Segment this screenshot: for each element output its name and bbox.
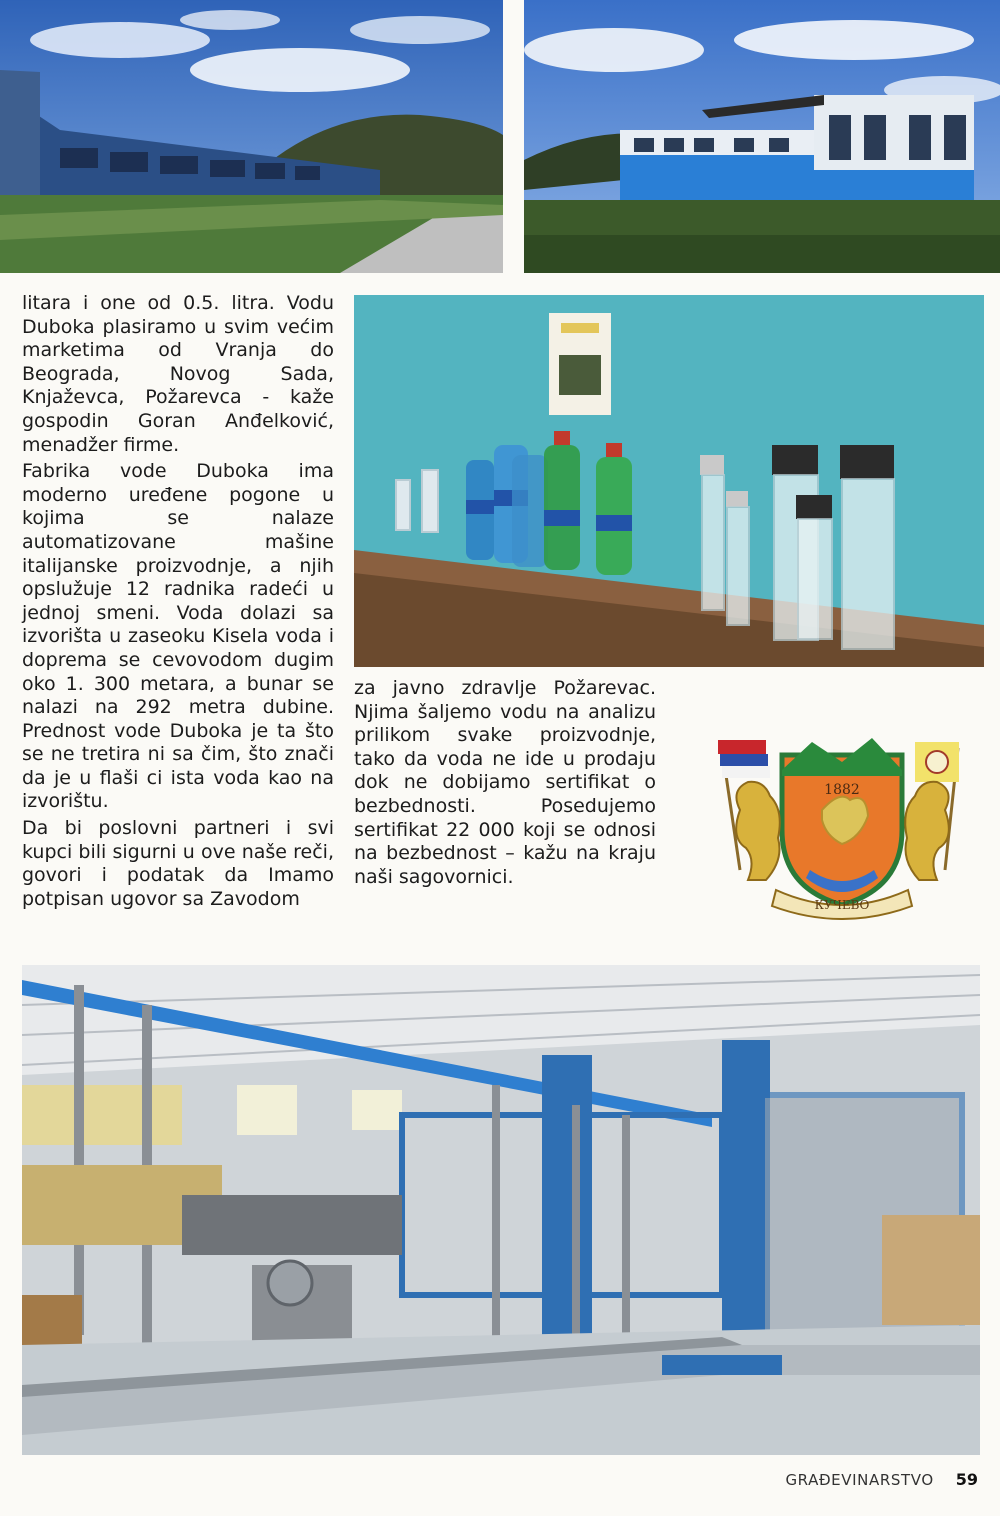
article-column-2 <box>354 677 656 892</box>
water-bottles-display-photo <box>354 295 984 667</box>
factory-building-photo-right <box>524 0 1000 273</box>
coat-of-arms-year: 1882 <box>824 782 860 798</box>
factory-exterior-photo-left <box>0 0 503 273</box>
article-paragraph: litara i one od 0.5. litra. Vodu Duboka plasiramo u svim većim marketima od Vranja do Beograda, Novog Sada, Knjaževca, Požarevca - kaže gospodin Goran Anđelković, menadžer firme. <box>22 292 334 456</box>
bottling-line-interior-photo <box>22 965 980 1455</box>
article-paragraph: za javno zdravlje Požarevac. Njima šaljemo vodu na analizu prilikom svake proizvodnje, tako da voda ne ide u prodaju dok ne dobijamo sertifikat o bezbednosti. Posedujemo sertifikat 22 000 koji se odnosi na bezbednost – kažu na kraju naši sagovornici. <box>354 677 656 888</box>
coat-of-arms-town: КУЧЕВО <box>814 898 870 912</box>
article-paragraph: Da bi poslovni partneri i svi kupci bili sigurni u ove naše reči, govori i podatak da Imamo potpisan ugovor sa Zavodom <box>22 817 334 910</box>
page-footer <box>785 1470 978 1494</box>
page-number: 59 <box>955 1470 978 1489</box>
article-column-1 <box>22 292 334 914</box>
kucevo-coat-of-arms <box>700 720 985 920</box>
article-paragraph: Fabrika vode Duboka ima moderno uređene pogone u kojima se nalaze automatizovane mašine italijanske proizvodnje, a njih opslužuje 12 radnika radeći u jednoj smeni. Voda dolazi sa izvorišta u zaseoku Kisela voda i doprema se cevovodom dugim oko 1. 300 metara, a bunar se nalazi na 292 metra dubine. Prednost vode Duboka je ta što se ne tretira ni sa čim, što znači da je u flaši ci ista voda kao na izvorištu. <box>22 460 334 813</box>
magazine-name: GRAĐEVINARSTVO <box>785 1471 934 1489</box>
